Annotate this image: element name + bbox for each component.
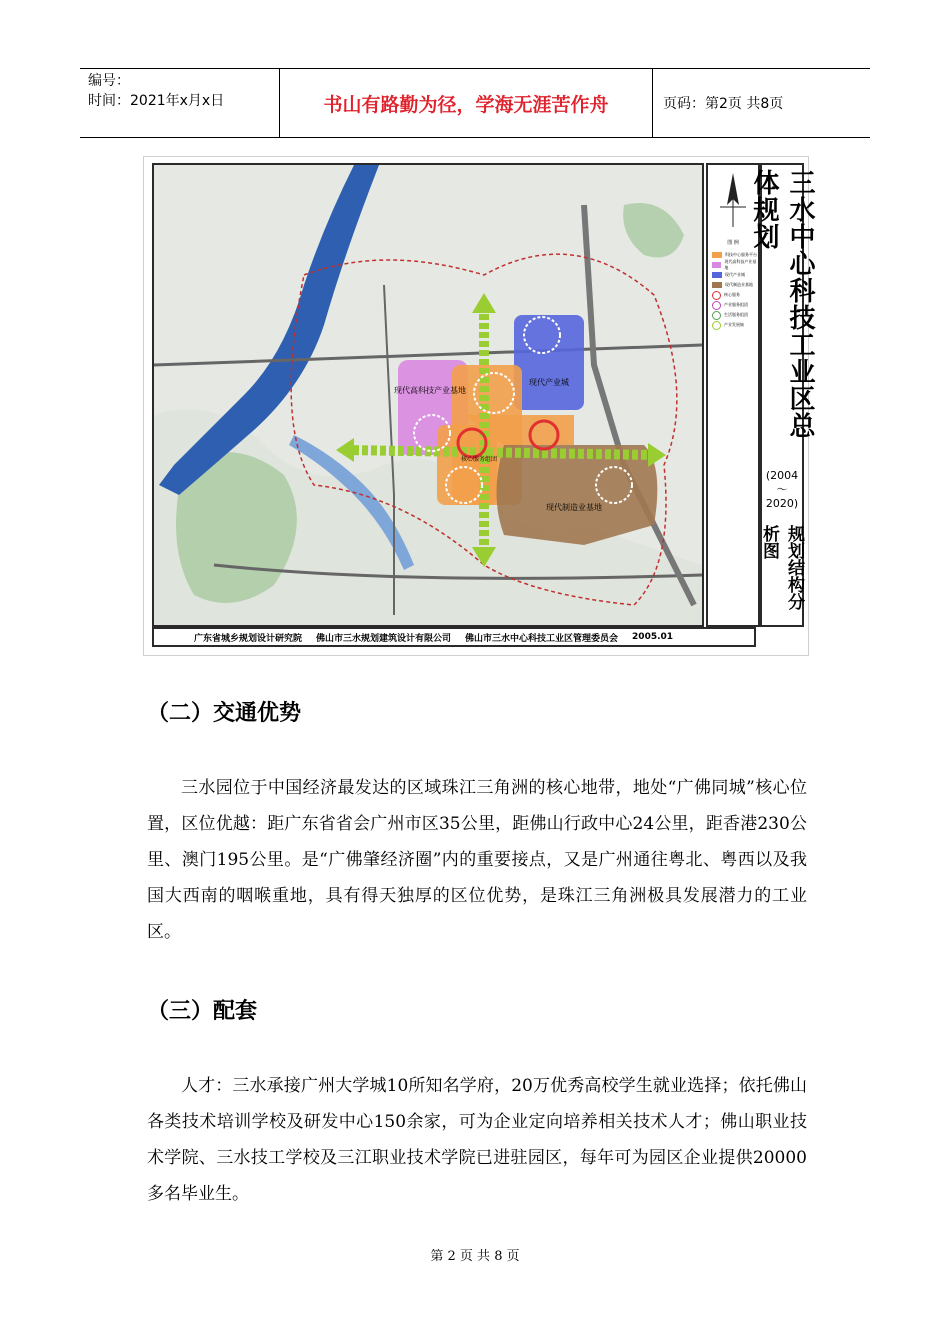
legend-swatch [712,262,721,268]
legend-swatch [712,311,721,320]
planning-map-figure [143,156,815,656]
map-drawing [154,165,702,625]
legend-label: 生活服务组团 [724,312,748,317]
svg-text:现代高科技产业基地: 现代高科技产业基地 [394,386,466,395]
legend-label: 产业发展轴 [724,322,744,327]
map-credits [152,627,756,647]
legend-swatch [712,272,722,278]
map-title: 三水中心科技工业区总体规划 [749,169,815,439]
legend-label: 现代制造业基地 [725,282,753,287]
legend-swatch [712,301,721,310]
section-text-traffic: 三水园位于中国经济最发达的区域珠江三角洲的核心地带，地处“广佛同城”核心位置，区位优越：距广东省省会广州市区35公里，距佛山行政中心24公里，距香港230公里、澳门195公里。是“广佛肇经济圈”内的重要接点，又是广州通往粤北、粤西以及我国大西南的咽喉重地，具有得天独厚的区位优势，是珠江三角洲极具发展潜力的工业区。 [147,778,807,942]
legend-swatch [712,291,721,300]
header-meta [80,69,280,137]
page-header [80,68,870,138]
map-title-panel [749,163,815,627]
header-motto: 书山有路勤为径，学海无涯苦作舟 [280,69,653,137]
legend-title: 图 例 [727,240,739,246]
legend-swatch [712,252,722,258]
legend-label: 现代高科技产业基地 [724,259,757,270]
legend-label: 科技中心服务平台 [725,252,757,257]
zone-manufacturing [497,445,658,545]
legend-label: 现代产业城 [725,272,745,277]
section-text-facilities: 人才：三水承接广州大学城10所知名学府，20万优秀高校学生就业选择；依托佛山各类技术培训学校及研发中心150余家，可为企业定向培养相关技术人才；佛山职业技术学院、三水技工学校及三江职业技术学院已进驻园区，每年可为园区企业提供20000多名毕业生。 [147,1076,807,1204]
section-heading-traffic: （二）交通优势 [147,701,302,726]
credit-committee: 佛山市三水中心科技工业区管理委员会 [465,633,619,644]
number-label: 编号： [88,73,130,89]
legend-label: 产业服务组团 [724,302,748,307]
section-heading-facilities: （三）配套 [147,999,258,1024]
legend-swatch [712,321,721,330]
credit-design-co: 佛山市三水规划建筑设计有限公司 [316,633,452,644]
credit-date: 2005.01 [632,632,674,642]
date-label: 时间：2021年x月x日 [88,93,225,109]
credit-institute: 广东省城乡规划设计研究院 [194,633,303,644]
header-page-label: 页码：第2页 共8页 [663,96,784,112]
legend-label: 核心服务 [724,292,740,297]
map-years: (2004 ～ 2020) [765,468,799,510]
page-footer: 第 2 页 共 8 页 [430,1249,520,1264]
map-subtitle: 规划结构分析图 [759,524,804,610]
legend-swatch [712,282,722,288]
svg-text:现代制造业基地: 现代制造业基地 [546,503,602,512]
svg-text:核心服务组团: 核心服务组团 [460,456,498,463]
svg-text:现代产业城: 现代产业城 [529,378,569,387]
planning-map [152,163,704,627]
